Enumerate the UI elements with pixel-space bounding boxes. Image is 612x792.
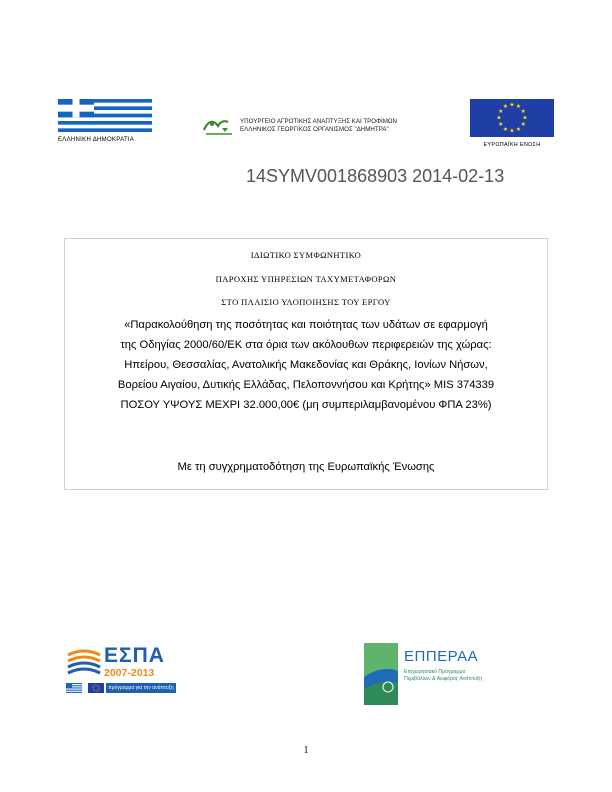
contract-context: ΣΤΟ ΠΛΑΙΣΙΟ ΥΛΟΠΟΙΗΣΗΣ ΤΟΥ ΕΡΓΟΥ: [221, 297, 391, 307]
svg-text:★: ★: [509, 101, 515, 109]
greek-flag-caption: ΕΛΛΗΝΙΚΗ ΔΗΜΟΚΡΑΤΙΑ: [58, 137, 135, 143]
svg-text:★: ★: [522, 114, 528, 122]
ministry-organization: ΕΛΛΗΝΙΚΟΣ ΓΕΩΡΓΙΚΟΣ ΟΡΓΑΝΙΣΜΟΣ "ΔΗΜΗΤΡΑ": [240, 126, 389, 133]
epperaa-emblem-icon: [364, 643, 398, 705]
espa-flags-icon: [66, 683, 106, 693]
svg-text:★: ★: [498, 121, 504, 128]
espa-logo: [66, 645, 178, 695]
ministry-name: ΥΠΟΥΡΓΕΙΟ ΑΓΡΟΤΙΚΗΣ ΑΝΑΠΤΥΞΗΣ ΚΑΙ ΤΡΟΦΙΜΩΝ: [240, 118, 398, 125]
svg-text:★: ★: [496, 114, 502, 122]
svg-text:★: ★: [520, 108, 526, 115]
svg-text:★: ★: [515, 103, 522, 111]
greek-flag-icon: [58, 99, 152, 132]
epperaa-subtitle: Επιχειρησιακό Πρόγραμμα: [404, 669, 466, 675]
contract-amount: ΠΟΣΟΥ ΥΨΟΥΣ ΜΕΧΡΙ 32.000,00€ (μη συμπεριλαμβανομένου ΦΠΑ 23%): [120, 399, 492, 411]
contract-subject: ΠΑΡΟΧΗΣ ΥΠΗΡΕΣΙΩΝ ΤΑΧΥΜΕΤΑΦΟΡΩΝ: [215, 274, 397, 284]
contract-type: ΙΔΙΩΤΙΚΟ ΣΥΜΦΩΝΗΤΙΚΟ: [250, 250, 362, 260]
page-number: 1: [303, 745, 309, 756]
project-title-line: «Παρακολούθηση της ποσότητας και ποιότητας των υδάτων σε εφαρμογή: [124, 319, 488, 331]
espa-years: 2007-2013: [104, 667, 155, 679]
eu-flag-caption: ΕΥΡΩΠΑΪΚΗ ΕΝΩΣΗ: [483, 142, 541, 148]
project-title-line: Βορείου Αιγαίου, Δυτικής Ελλάδας, Πελοποννήσου και Κρήτης» MIS 374339: [117, 379, 495, 391]
greek-flag-logo: [58, 99, 152, 143]
project-title-line: της Οδηγίας 2000/60/ΕΚ στα όρια των ακόλουθων περιφερειών της χώρας:: [120, 339, 492, 351]
svg-text:★: ★: [498, 108, 504, 115]
eu-flag-logo: [470, 99, 554, 148]
espa-title: ΕΣΠΑ: [104, 644, 165, 667]
project-title-line: Ηπείρου, Θεσσαλίας, Ανατολικής Μακεδονίας και Θράκης, Ιονίων Νήσων,: [124, 359, 488, 371]
eu-flag-icon: [470, 99, 554, 137]
epperaa-subtitle: Περιβάλλον & Αειφόρος Ανάπτυξη: [404, 676, 483, 682]
svg-text:★: ★: [502, 125, 509, 133]
espa-waves-icon: [66, 649, 102, 675]
svg-text:★: ★: [502, 103, 509, 111]
epperaa-title: ΕΠΠΕΡΑΑ: [404, 648, 479, 665]
document-id: 14SYMV001868903 2014-02-13: [246, 166, 505, 186]
espa-caption: πρόγραμμα για την ανάπτυξη: [106, 683, 176, 693]
svg-text:★: ★: [509, 127, 515, 135]
svg-text:★: ★: [520, 121, 526, 128]
svg-text:★: ★: [515, 125, 522, 133]
ministry-logo: [202, 116, 422, 138]
ministry-emblem-icon: [202, 116, 236, 136]
epperaa-logo: [364, 643, 488, 705]
cofunding-statement: Με τη συγχρηματοδότηση της Ευρωπαϊκής Ένωσης: [177, 461, 435, 473]
